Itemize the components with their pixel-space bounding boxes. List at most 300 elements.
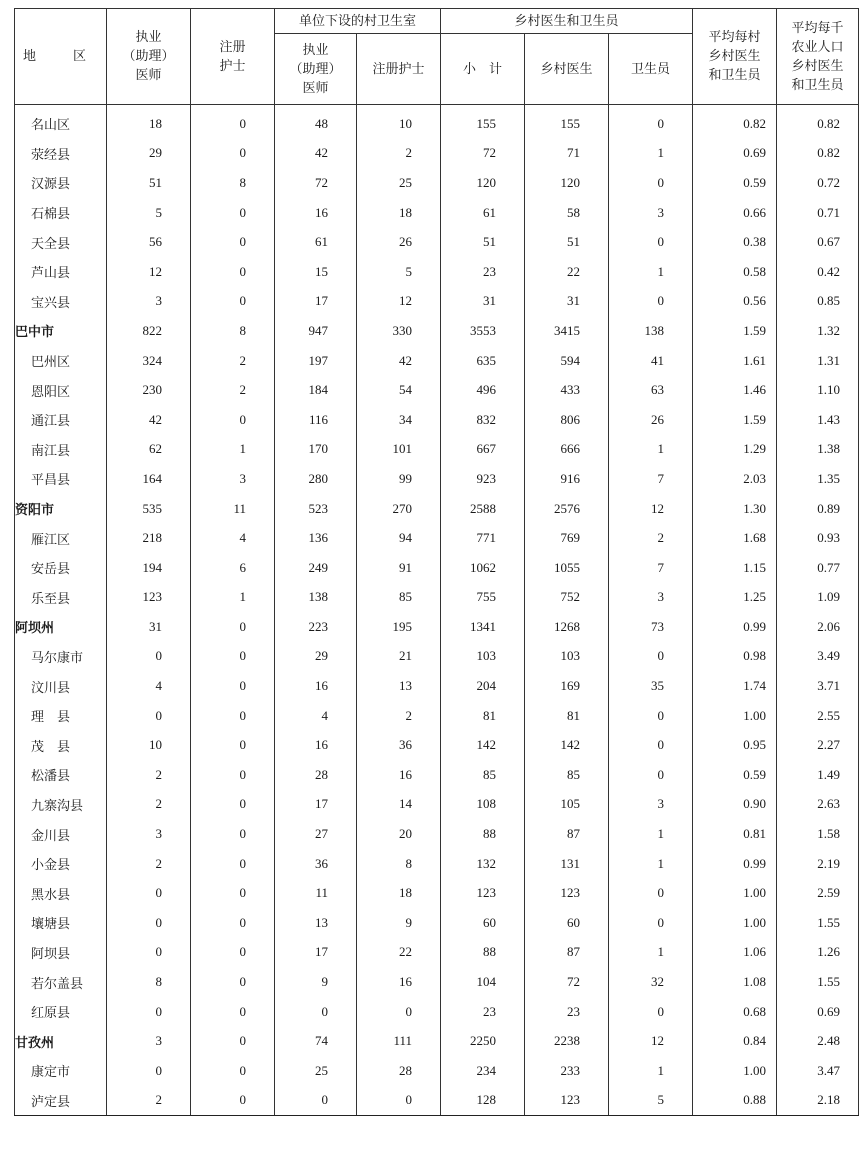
cell-value: 61 [275,227,357,257]
header-sub-doctor: 执业 （助理） 医师 [275,34,357,105]
cell-value: 81 [441,701,525,731]
cell-value: 0.82 [777,105,859,139]
cell-value: 0 [191,997,275,1027]
cell-value: 1.61 [693,346,777,376]
cell-value: 4 [275,701,357,731]
cell-value: 42 [357,346,441,376]
cell-value: 635 [441,346,525,376]
cell-value: 85 [525,760,609,790]
cell-value: 111 [357,1026,441,1056]
cell-value: 0.56 [693,287,777,317]
cell-value: 806 [525,405,609,435]
cell-value: 197 [275,346,357,376]
cell-value: 103 [525,642,609,672]
cell-value: 5 [609,1086,693,1116]
cell-value: 0 [191,878,275,908]
cell-value: 752 [525,583,609,613]
cell-value: 0.59 [693,760,777,790]
cell-value: 16 [275,730,357,760]
region-name: 金川县 [15,819,107,849]
cell-value: 28 [275,760,357,790]
region-name: 安岳县 [15,553,107,583]
cell-value: 108 [441,790,525,820]
cell-value: 667 [441,435,525,465]
cell-value: 71 [525,139,609,169]
cell-value: 8 [191,316,275,346]
cell-value: 2.18 [777,1086,859,1116]
cell-value: 0 [107,701,191,731]
table-row [15,553,859,583]
cell-value: 771 [441,523,525,553]
cell-value: 0.77 [777,553,859,583]
table-row [15,671,859,701]
cell-value: 0.82 [693,105,777,139]
cell-value: 10 [357,105,441,139]
cell-value: 1.59 [693,405,777,435]
cell-value: 88 [441,938,525,968]
cell-value: 120 [525,168,609,198]
cell-value: 916 [525,464,609,494]
cell-value: 87 [525,938,609,968]
cell-value: 88 [441,819,525,849]
cell-value: 0.85 [777,287,859,317]
cell-value: 0 [191,967,275,997]
cell-value: 1.49 [777,760,859,790]
cell-value: 0.93 [777,523,859,553]
table-row [15,642,859,672]
header-sub-nurse: 注册护士 [357,34,441,105]
cell-value: 103 [441,642,525,672]
cell-value: 1.35 [777,464,859,494]
cell-value: 1268 [525,612,609,642]
cell-value: 9 [275,967,357,997]
cell-value: 2.27 [777,730,859,760]
region-name: 名山区 [15,105,107,139]
cell-value: 3 [107,1026,191,1056]
cell-value: 63 [609,375,693,405]
cell-value: 0.58 [693,257,777,287]
cell-value: 1 [609,819,693,849]
cell-value: 12 [357,287,441,317]
table-row [15,878,859,908]
cell-value: 7 [609,464,693,494]
table-body [15,105,859,1116]
cell-value: 1.00 [693,1056,777,1086]
cell-value: 947 [275,316,357,346]
cell-value: 223 [275,612,357,642]
cell-value: 17 [275,790,357,820]
region-name: 马尔康市 [15,642,107,672]
cell-value: 2.63 [777,790,859,820]
cell-value: 1.32 [777,316,859,346]
cell-value: 2 [191,375,275,405]
cell-value: 270 [357,494,441,524]
cell-value: 74 [275,1026,357,1056]
region-name: 资阳市 [15,494,107,524]
cell-value: 138 [609,316,693,346]
cell-value: 15 [275,257,357,287]
cell-value: 1.59 [693,316,777,346]
cell-value: 0 [191,938,275,968]
cell-value: 1 [609,849,693,879]
header-avg-per-thousand: 平均每千 农业人口 乡村医生 和卫生员 [777,9,859,105]
cell-value: 3.49 [777,642,859,672]
cell-value: 6 [191,553,275,583]
cell-value: 25 [357,168,441,198]
cell-value: 14 [357,790,441,820]
cell-value: 0 [191,701,275,731]
cell-value: 433 [525,375,609,405]
cell-value: 26 [609,405,693,435]
cell-value: 1.25 [693,583,777,613]
cell-value: 1.38 [777,435,859,465]
region-name: 平昌县 [15,464,107,494]
cell-value: 0.67 [777,227,859,257]
cell-value: 123 [441,878,525,908]
cell-value: 233 [525,1056,609,1086]
cell-value: 2.03 [693,464,777,494]
cell-value: 0 [191,1086,275,1116]
cell-value: 0 [609,227,693,257]
cell-value: 1 [609,435,693,465]
cell-value: 31 [107,612,191,642]
cell-value: 0 [609,168,693,198]
cell-value: 51 [107,168,191,198]
cell-value: 0 [107,642,191,672]
cell-value: 58 [525,198,609,228]
cell-value: 27 [275,819,357,849]
cell-value: 594 [525,346,609,376]
cell-value: 16 [275,671,357,701]
cell-value: 1.55 [777,908,859,938]
cell-value: 0.89 [777,494,859,524]
cell-value: 0.88 [693,1086,777,1116]
cell-value: 2 [107,849,191,879]
cell-value: 29 [107,139,191,169]
table-row [15,967,859,997]
cell-value: 195 [357,612,441,642]
cell-value: 1 [609,257,693,287]
cell-value: 0 [191,790,275,820]
table-row [15,435,859,465]
cell-value: 0 [107,997,191,1027]
cell-value: 2 [107,1086,191,1116]
cell-value: 170 [275,435,357,465]
table-row [15,819,859,849]
cell-value: 5 [107,198,191,228]
cell-value: 3 [609,198,693,228]
region-name: 汶川县 [15,671,107,701]
table-row [15,375,859,405]
cell-value: 81 [525,701,609,731]
cell-value: 0 [275,997,357,1027]
cell-value: 0 [191,1026,275,1056]
cell-value: 23 [525,997,609,1027]
cell-value: 1.00 [693,878,777,908]
cell-value: 2 [107,760,191,790]
cell-value: 60 [441,908,525,938]
region-name: 雁江区 [15,523,107,553]
region-name: 黑水县 [15,878,107,908]
cell-value: 56 [107,227,191,257]
cell-value: 4 [107,671,191,701]
cell-value: 0 [191,671,275,701]
table-row [15,730,859,760]
cell-value: 142 [441,730,525,760]
cell-value: 91 [357,553,441,583]
cell-value: 234 [441,1056,525,1086]
cell-value: 123 [107,583,191,613]
cell-value: 11 [191,494,275,524]
cell-value: 12 [107,257,191,287]
header-avg-per-village: 平均每村 乡村医生 和卫生员 [693,9,777,105]
cell-value: 0.98 [693,642,777,672]
cell-value: 2 [107,790,191,820]
region-name: 宝兴县 [15,287,107,317]
cell-value: 2238 [525,1026,609,1056]
table-row [15,760,859,790]
table-row [15,139,859,169]
table-row [15,346,859,376]
header-nurse: 注册 护士 [191,9,275,105]
table-row [15,997,859,1027]
region-name: 壤塘县 [15,908,107,938]
header-area: 地 区 [15,9,107,105]
cell-value: 13 [275,908,357,938]
cell-value: 36 [275,849,357,879]
cell-value: 22 [357,938,441,968]
table-row [15,908,859,938]
cell-value: 85 [357,583,441,613]
cell-value: 25 [275,1056,357,1086]
cell-value: 62 [107,435,191,465]
cell-value: 0.66 [693,198,777,228]
cell-value: 0.71 [777,198,859,228]
table-row [15,583,859,613]
cell-value: 35 [609,671,693,701]
cell-value: 0 [191,257,275,287]
table-header [15,9,859,105]
cell-value: 101 [357,435,441,465]
cell-value: 2588 [441,494,525,524]
cell-value: 0 [107,908,191,938]
cell-value: 0 [191,287,275,317]
cell-value: 1 [191,435,275,465]
cell-value: 0 [609,997,693,1027]
cell-value: 12 [609,494,693,524]
region-name: 天全县 [15,227,107,257]
cell-value: 20 [357,819,441,849]
cell-value: 0.95 [693,730,777,760]
table-row [15,287,859,317]
cell-value: 3 [107,819,191,849]
cell-value: 923 [441,464,525,494]
cell-value: 2 [609,523,693,553]
cell-value: 2.55 [777,701,859,731]
cell-value: 1 [191,583,275,613]
header-rural-doctor: 乡村医生 [525,34,609,105]
cell-value: 94 [357,523,441,553]
cell-value: 72 [525,967,609,997]
cell-value: 142 [525,730,609,760]
cell-value: 155 [441,105,525,139]
cell-value: 2.06 [777,612,859,642]
region-name: 芦山县 [15,257,107,287]
cell-value: 0 [275,1086,357,1116]
table-row-city [15,494,859,524]
cell-value: 34 [357,405,441,435]
cell-value: 1.08 [693,967,777,997]
cell-value: 164 [107,464,191,494]
cell-value: 0.69 [693,139,777,169]
cell-value: 755 [441,583,525,613]
cell-value: 36 [357,730,441,760]
cell-value: 769 [525,523,609,553]
table-row-city [15,1026,859,1056]
cell-value: 1.74 [693,671,777,701]
cell-value: 1055 [525,553,609,583]
cell-value: 0 [191,730,275,760]
region-name: 恩阳区 [15,375,107,405]
cell-value: 60 [525,908,609,938]
cell-value: 1.00 [693,701,777,731]
cell-value: 3 [609,790,693,820]
cell-value: 132 [441,849,525,879]
cell-value: 666 [525,435,609,465]
cell-value: 0 [609,642,693,672]
cell-value: 16 [275,198,357,228]
cell-value: 17 [275,287,357,317]
cell-value: 1.43 [777,405,859,435]
cell-value: 230 [107,375,191,405]
cell-value: 0.38 [693,227,777,257]
table-row [15,938,859,968]
table-row [15,105,859,139]
cell-value: 1.30 [693,494,777,524]
cell-value: 85 [441,760,525,790]
statistics-table-container [14,8,858,1116]
cell-value: 3553 [441,316,525,346]
table-row-city [15,316,859,346]
header-subtotal: 小 计 [441,34,525,105]
region-name: 松潘县 [15,760,107,790]
cell-value: 0.99 [693,849,777,879]
cell-value: 1.29 [693,435,777,465]
cell-value: 4 [191,523,275,553]
region-name: 通江县 [15,405,107,435]
cell-value: 523 [275,494,357,524]
cell-value: 0 [191,139,275,169]
cell-value: 2 [357,701,441,731]
cell-value: 104 [441,967,525,997]
cell-value: 123 [525,878,609,908]
cell-value: 120 [441,168,525,198]
cell-value: 0 [609,760,693,790]
cell-value: 48 [275,105,357,139]
header-doctor: 执业 （助理） 医师 [107,9,191,105]
cell-value: 21 [357,642,441,672]
cell-value: 0 [107,938,191,968]
cell-value: 138 [275,583,357,613]
cell-value: 16 [357,760,441,790]
cell-value: 0 [191,405,275,435]
region-name: 康定市 [15,1056,107,1086]
cell-value: 0 [191,760,275,790]
cell-value: 18 [357,198,441,228]
cell-value: 23 [441,257,525,287]
cell-value: 0 [191,105,275,139]
cell-value: 72 [275,168,357,198]
cell-value: 1 [609,938,693,968]
cell-value: 51 [525,227,609,257]
region-name: 理 县 [15,701,107,731]
cell-value: 22 [525,257,609,287]
cell-value: 99 [357,464,441,494]
cell-value: 0 [609,287,693,317]
cell-value: 204 [441,671,525,701]
table-row [15,227,859,257]
table-row-city [15,612,859,642]
cell-value: 0.90 [693,790,777,820]
cell-value: 0.69 [777,997,859,1027]
cell-value: 535 [107,494,191,524]
cell-value: 28 [357,1056,441,1086]
region-name: 阿坝州 [15,612,107,642]
region-name: 巴中市 [15,316,107,346]
region-name: 汉源县 [15,168,107,198]
cell-value: 8 [357,849,441,879]
cell-value: 32 [609,967,693,997]
cell-value: 0 [609,878,693,908]
region-name: 巴州区 [15,346,107,376]
cell-value: 26 [357,227,441,257]
cell-value: 123 [525,1086,609,1116]
table-row [15,849,859,879]
cell-value: 1.68 [693,523,777,553]
region-name: 茂 县 [15,730,107,760]
table-row [15,1086,859,1116]
region-name: 荥经县 [15,139,107,169]
cell-value: 0 [107,1056,191,1086]
table-row [15,198,859,228]
region-name: 若尔盖县 [15,967,107,997]
cell-value: 1.58 [777,819,859,849]
cell-value: 2.59 [777,878,859,908]
table-row [15,1056,859,1086]
cell-value: 7 [609,553,693,583]
cell-value: 9 [357,908,441,938]
cell-value: 87 [525,819,609,849]
cell-value: 1341 [441,612,525,642]
cell-value: 0 [609,701,693,731]
cell-value: 0.59 [693,168,777,198]
cell-value: 194 [107,553,191,583]
cell-value: 128 [441,1086,525,1116]
header-group-rural-doctors: 乡村医生和卫生员 [441,9,693,34]
cell-value: 330 [357,316,441,346]
region-name: 甘孜州 [15,1026,107,1056]
cell-value: 2.48 [777,1026,859,1056]
cell-value: 0 [609,105,693,139]
cell-value: 0 [191,198,275,228]
cell-value: 0 [357,1086,441,1116]
cell-value: 136 [275,523,357,553]
cell-value: 1062 [441,553,525,583]
cell-value: 73 [609,612,693,642]
cell-value: 1 [609,139,693,169]
cell-value: 0.84 [693,1026,777,1056]
cell-value: 29 [275,642,357,672]
